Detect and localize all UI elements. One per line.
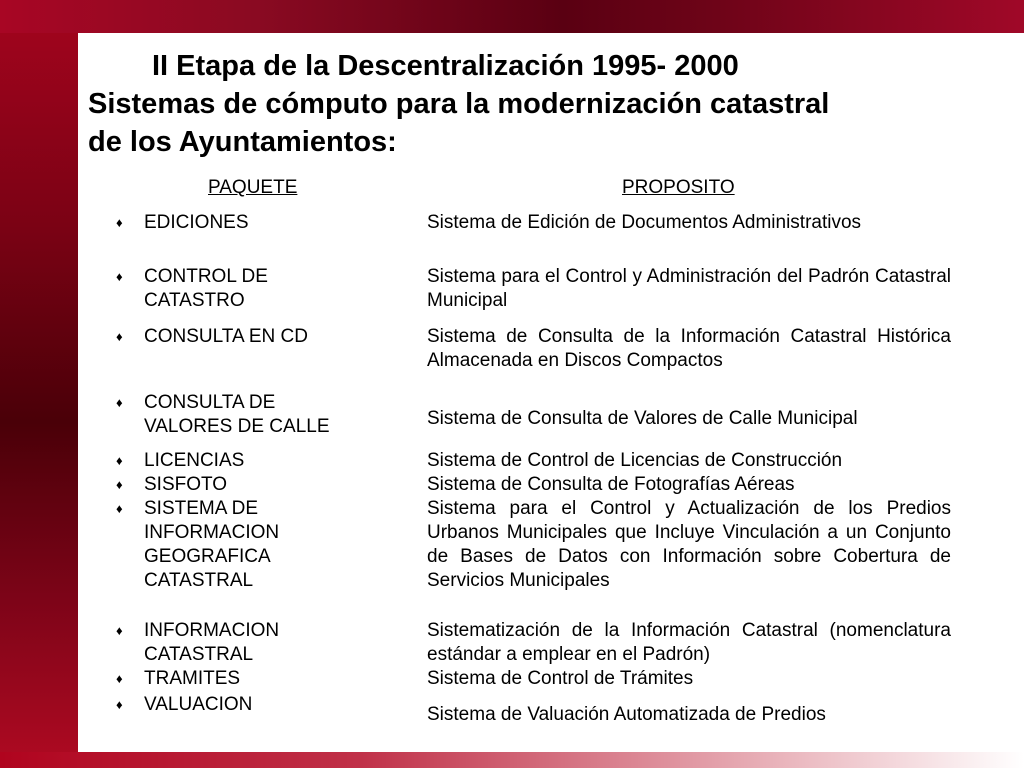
slide-content — [78, 33, 1024, 752]
package-name-line: CATASTRAL — [144, 644, 254, 665]
diamond-bullet-icon: ♦ — [116, 671, 123, 686]
package-purpose: Sistema de Valuación Automatizada de Predios — [427, 704, 826, 725]
package-name-line: CATASTRO — [144, 290, 245, 311]
package-name-line: CONTROL DE — [144, 266, 268, 287]
package-name — [144, 667, 404, 691]
package-name-line: CONSULTA EN CD — [144, 326, 308, 347]
package-name — [144, 619, 404, 667]
package-name-line: LICENCIAS — [144, 450, 245, 471]
package-name — [144, 449, 404, 473]
diamond-bullet-icon: ♦ — [116, 501, 123, 516]
package-name-line: SISTEMA DE — [144, 498, 259, 519]
title-line-1: II Etapa de la Descentralización 1995- 2000 — [152, 50, 739, 82]
package-name-line: CATASTRAL — [144, 570, 254, 591]
package-name — [144, 497, 404, 593]
diamond-bullet-icon: ♦ — [116, 329, 123, 344]
package-purpose: Sistema para el Control y Actualización de los Predios Urbanos Municipales que Incluye Vinculación a un Conjunto de Bases de Datos con Información sobre Cobertura de Servicios Municipales — [427, 498, 951, 591]
package-name-line: CONSULTA DE — [144, 392, 276, 413]
package-name — [144, 391, 404, 439]
package-purpose: Sistematización de la Información Catastral (nomenclatura estándar a emplear en el Padrón) — [427, 620, 951, 665]
package-purpose: Sistema de Consulta de la Información Catastral Histórica Almacenada en Discos Compactos — [427, 326, 951, 371]
package-name-line: INFORMACION — [144, 522, 280, 543]
package-purpose: Sistema de Edición de Documentos Administrativos — [427, 212, 862, 233]
package-name-line: SISFOTO — [144, 474, 228, 495]
title-line-2: Sistemas de cómputo para la modernización catastral — [88, 88, 830, 120]
column-header-paquete: PAQUETE — [208, 177, 298, 198]
package-name-line: TRAMITES — [144, 668, 241, 689]
slide-title — [88, 47, 1018, 161]
diamond-bullet-icon: ♦ — [116, 269, 123, 284]
package-purpose: Sistema de Control de Trámites — [427, 668, 694, 689]
package-name-line: VALORES DE CALLE — [144, 416, 330, 437]
diamond-bullet-icon: ♦ — [116, 395, 123, 410]
package-name — [144, 265, 404, 313]
title-line-3: de los Ayuntamientos: — [88, 126, 397, 158]
diamond-bullet-icon: ♦ — [116, 697, 123, 712]
package-name-line: INFORMACION — [144, 620, 280, 641]
left-decorative-band — [0, 0, 78, 768]
bottom-decorative-band — [0, 752, 1024, 768]
diamond-bullet-icon: ♦ — [116, 215, 123, 230]
package-purpose: Sistema para el Control y Administración del Padrón Catastral Municipal — [427, 266, 951, 311]
package-name — [144, 693, 404, 717]
diamond-bullet-icon: ♦ — [116, 453, 123, 468]
package-name — [144, 211, 404, 235]
package-purpose: Sistema de Consulta de Valores de Calle Municipal — [427, 408, 858, 429]
diamond-bullet-icon: ♦ — [116, 477, 123, 492]
package-name-line: GEOGRAFICA — [144, 546, 271, 567]
package-name — [144, 325, 404, 349]
package-name-line: VALUACION — [144, 694, 253, 715]
package-purpose: Sistema de Control de Licencias de Construcción — [427, 450, 843, 471]
diamond-bullet-icon: ♦ — [116, 623, 123, 638]
column-header-proposito: PROPOSITO — [622, 177, 735, 198]
package-purpose: Sistema de Consulta de Fotografías Aéreas — [427, 474, 795, 495]
package-name — [144, 473, 404, 497]
package-name-line: EDICIONES — [144, 212, 249, 233]
top-decorative-band — [0, 0, 1024, 33]
